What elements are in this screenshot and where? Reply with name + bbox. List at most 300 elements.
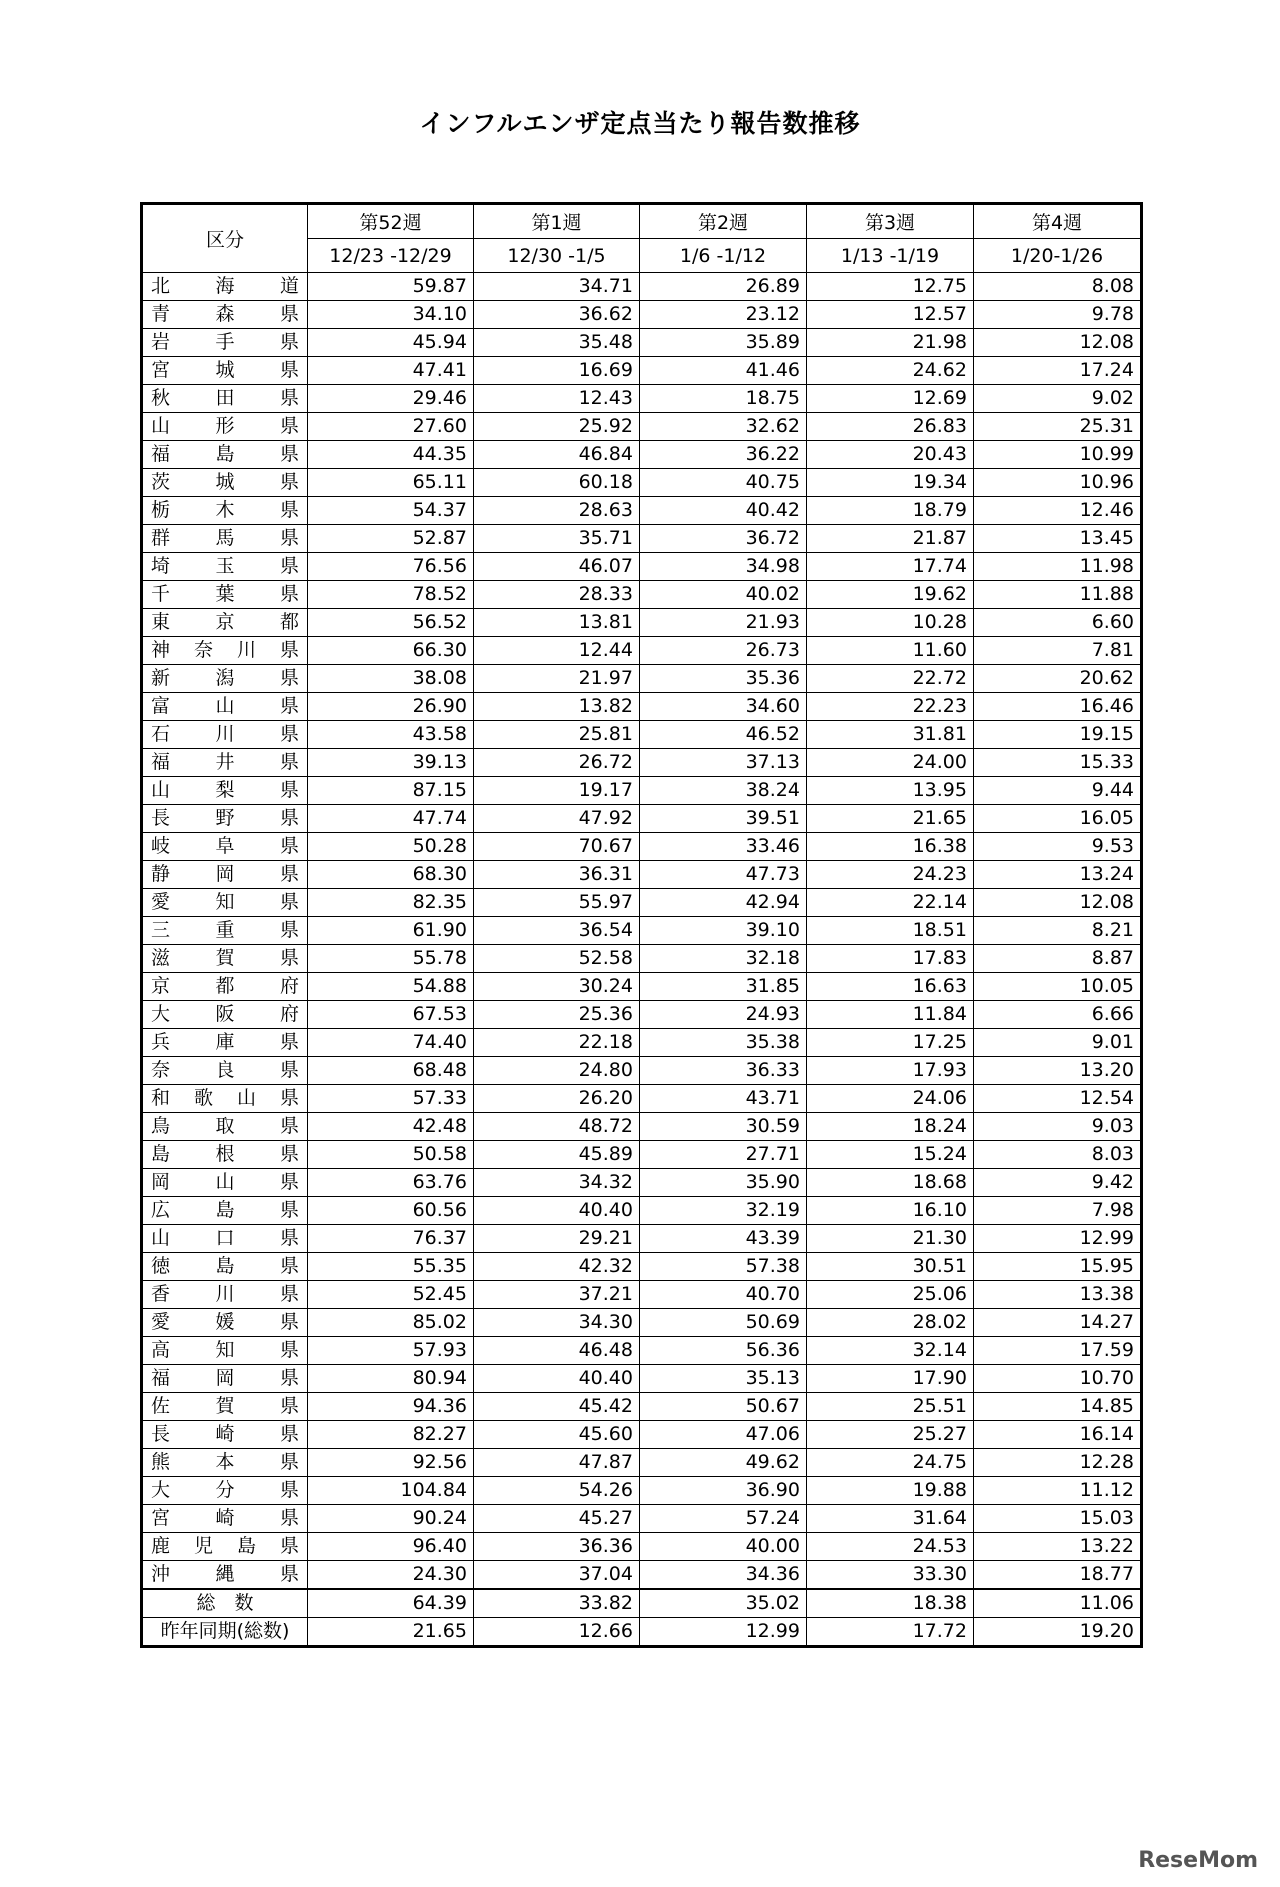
table-row: [142, 1561, 1142, 1590]
prefecture-char: 茨: [151, 471, 171, 493]
table-row: [142, 497, 1142, 525]
value-cell: 47.74: [308, 805, 474, 833]
value-cell: 36.62: [474, 301, 640, 329]
prefecture-char: 取: [215, 1115, 235, 1137]
value-cell: 11.06: [974, 1589, 1142, 1618]
prefecture-char: 県: [279, 303, 299, 325]
table-row: [142, 945, 1142, 973]
value-cell: 54.37: [308, 497, 474, 525]
prefecture-char: 潟: [215, 667, 235, 689]
prefecture-char: 香: [151, 1283, 171, 1305]
value-cell: 26.89: [640, 273, 807, 301]
prefecture-char: 県: [279, 1339, 299, 1361]
prefecture-char: 大: [151, 1003, 171, 1025]
value-cell: 45.94: [308, 329, 474, 357]
value-cell: 19.20: [974, 1618, 1142, 1647]
value-cell: 19.62: [807, 581, 974, 609]
value-cell: 13.20: [974, 1057, 1142, 1085]
prefecture-char: 島: [236, 1535, 256, 1557]
value-cell: 18.77: [974, 1561, 1142, 1590]
table-row: [142, 1029, 1142, 1057]
value-cell: 34.36: [640, 1561, 807, 1590]
table-row: [142, 805, 1142, 833]
value-cell: 19.15: [974, 721, 1142, 749]
row-label: [142, 1561, 308, 1590]
value-cell: 13.22: [974, 1533, 1142, 1561]
prefecture-char: 県: [279, 1227, 299, 1249]
prefecture-char: 東: [151, 611, 171, 633]
table-row: [142, 1253, 1142, 1281]
row-label: [142, 1477, 308, 1505]
prefecture-char: 賀: [215, 947, 235, 969]
value-cell: 9.53: [974, 833, 1142, 861]
value-cell: 35.38: [640, 1029, 807, 1057]
prefecture-name: [149, 1085, 301, 1112]
value-cell: 39.13: [308, 749, 474, 777]
table-row: [142, 1197, 1142, 1225]
value-cell: 45.60: [474, 1421, 640, 1449]
value-cell: 30.59: [640, 1113, 807, 1141]
value-cell: 40.75: [640, 469, 807, 497]
value-cell: 10.28: [807, 609, 974, 637]
prefecture-char: 県: [279, 1563, 299, 1585]
prefecture-char: 県: [279, 1451, 299, 1473]
row-label: 総 数: [142, 1589, 308, 1618]
prefecture-char: 県: [279, 891, 299, 913]
value-cell: 6.60: [974, 609, 1142, 637]
value-cell: 11.84: [807, 1001, 974, 1029]
row-label: [142, 1085, 308, 1113]
prefecture-char: 県: [279, 1199, 299, 1221]
value-cell: 104.84: [308, 1477, 474, 1505]
row-label: [142, 1309, 308, 1337]
prefecture-char: 新: [151, 667, 171, 689]
date-range-header: 12/23 -12/29: [308, 239, 474, 273]
value-cell: 18.24: [807, 1113, 974, 1141]
value-cell: 45.89: [474, 1141, 640, 1169]
value-cell: 11.60: [807, 637, 974, 665]
value-cell: 10.96: [974, 469, 1142, 497]
prefecture-char: 島: [215, 443, 235, 465]
row-label: [142, 413, 308, 441]
prefecture-char: 静: [151, 863, 171, 885]
prefecture-char: 木: [215, 499, 235, 521]
row-label: [142, 1001, 308, 1029]
value-cell: 21.97: [474, 665, 640, 693]
table-row: [142, 329, 1142, 357]
prefecture-char: 県: [279, 1283, 299, 1305]
table-row: [142, 693, 1142, 721]
table-row: [142, 1309, 1142, 1337]
prefecture-char: 山: [151, 1227, 171, 1249]
value-cell: 20.62: [974, 665, 1142, 693]
value-cell: 80.94: [308, 1365, 474, 1393]
prefecture-char: 川: [215, 723, 235, 745]
date-range-header: 1/13 -1/19: [807, 239, 974, 273]
value-cell: 15.95: [974, 1253, 1142, 1281]
prefecture-char: 阪: [215, 1003, 235, 1025]
prefecture-char: 阜: [215, 835, 235, 857]
prefecture-name: [149, 637, 301, 664]
prefecture-char: 佐: [151, 1395, 171, 1417]
prefecture-char: 奈: [151, 1059, 171, 1081]
prefecture-char: 山: [151, 415, 171, 437]
value-cell: 13.45: [974, 525, 1142, 553]
table-row: [142, 1618, 1142, 1647]
row-label: [142, 1421, 308, 1449]
value-cell: 92.56: [308, 1449, 474, 1477]
prefecture-char: 知: [215, 1339, 235, 1361]
prefecture-char: 山: [215, 695, 235, 717]
value-cell: 12.54: [974, 1085, 1142, 1113]
row-label: [142, 1169, 308, 1197]
prefecture-char: 知: [215, 891, 235, 913]
value-cell: 21.87: [807, 525, 974, 553]
value-cell: 18.38: [807, 1589, 974, 1618]
value-cell: 37.13: [640, 749, 807, 777]
prefecture-char: 県: [279, 415, 299, 437]
value-cell: 36.33: [640, 1057, 807, 1085]
value-cell: 24.93: [640, 1001, 807, 1029]
row-label: [142, 525, 308, 553]
value-cell: 32.19: [640, 1197, 807, 1225]
prefecture-name: [149, 721, 301, 748]
row-label: [142, 917, 308, 945]
value-cell: 24.80: [474, 1057, 640, 1085]
value-cell: 26.20: [474, 1085, 640, 1113]
value-cell: 19.34: [807, 469, 974, 497]
prefecture-name: [149, 1169, 301, 1196]
prefecture-char: 富: [151, 695, 171, 717]
prefecture-char: 県: [279, 443, 299, 465]
prefecture-char: 県: [279, 471, 299, 493]
value-cell: 55.78: [308, 945, 474, 973]
prefecture-char: 庫: [215, 1031, 235, 1053]
value-cell: 61.90: [308, 917, 474, 945]
influenza-report-table: [140, 202, 1143, 1648]
table-row: [142, 413, 1142, 441]
value-cell: 11.12: [974, 1477, 1142, 1505]
row-label: [142, 1253, 308, 1281]
row-label: [142, 749, 308, 777]
prefecture-char: 県: [279, 1395, 299, 1417]
value-cell: 27.71: [640, 1141, 807, 1169]
value-cell: 17.25: [807, 1029, 974, 1057]
value-cell: 94.36: [308, 1393, 474, 1421]
value-cell: 30.24: [474, 973, 640, 1001]
prefecture-char: 島: [215, 1199, 235, 1221]
prefecture-char: 岐: [151, 835, 171, 857]
value-cell: 50.67: [640, 1393, 807, 1421]
value-cell: 25.31: [974, 413, 1142, 441]
table-row: [142, 1001, 1142, 1029]
page-title: インフルエンザ定点当たり報告数推移: [419, 109, 861, 138]
value-cell: 47.87: [474, 1449, 640, 1477]
prefecture-char: 長: [151, 1423, 171, 1445]
table-row: [142, 749, 1142, 777]
table-row: [142, 469, 1142, 497]
prefecture-char: 兵: [151, 1031, 171, 1053]
value-cell: 24.75: [807, 1449, 974, 1477]
prefecture-char: 県: [279, 1311, 299, 1333]
row-label: [142, 1281, 308, 1309]
value-cell: 12.99: [640, 1618, 807, 1647]
value-cell: 47.41: [308, 357, 474, 385]
row-label: [142, 469, 308, 497]
prefecture-name: [149, 1561, 301, 1588]
prefecture-char: 滋: [151, 947, 171, 969]
value-cell: 16.14: [974, 1421, 1142, 1449]
value-cell: 47.06: [640, 1421, 807, 1449]
date-range-header: 1/6 -1/12: [640, 239, 807, 273]
value-cell: 18.75: [640, 385, 807, 413]
row-label: [142, 1393, 308, 1421]
prefecture-name: [149, 945, 301, 972]
prefecture-char: 本: [215, 1451, 235, 1473]
prefecture-char: 県: [279, 1535, 299, 1557]
prefecture-char: 道: [279, 275, 299, 297]
value-cell: 24.00: [807, 749, 974, 777]
value-cell: 17.72: [807, 1618, 974, 1647]
row-label: [142, 861, 308, 889]
value-cell: 25.36: [474, 1001, 640, 1029]
prefecture-char: 玉: [215, 555, 235, 577]
prefecture-char: 海: [215, 275, 235, 297]
prefecture-char: 賀: [215, 1395, 235, 1417]
prefecture-name: [149, 1533, 301, 1560]
value-cell: 7.98: [974, 1197, 1142, 1225]
table-row: [142, 973, 1142, 1001]
row-label: [142, 301, 308, 329]
week-header: 第2週: [640, 204, 807, 239]
value-cell: 45.27: [474, 1505, 640, 1533]
value-cell: 68.48: [308, 1057, 474, 1085]
value-cell: 42.94: [640, 889, 807, 917]
row-label: [142, 1141, 308, 1169]
prefecture-char: 奈: [193, 639, 213, 661]
value-cell: 17.90: [807, 1365, 974, 1393]
prefecture-char: 城: [215, 359, 235, 381]
value-cell: 26.73: [640, 637, 807, 665]
value-cell: 35.71: [474, 525, 640, 553]
value-cell: 45.42: [474, 1393, 640, 1421]
prefecture-name: [149, 273, 301, 300]
prefecture-name: [149, 413, 301, 440]
value-cell: 21.65: [807, 805, 974, 833]
prefecture-char: 良: [215, 1059, 235, 1081]
value-cell: 31.81: [807, 721, 974, 749]
value-cell: 13.38: [974, 1281, 1142, 1309]
table-row: [142, 637, 1142, 665]
prefecture-name: [149, 1029, 301, 1056]
row-label: [142, 497, 308, 525]
prefecture-name: [149, 917, 301, 944]
prefecture-char: 徳: [151, 1255, 171, 1277]
prefecture-char: 県: [279, 723, 299, 745]
value-cell: 57.93: [308, 1337, 474, 1365]
value-cell: 13.82: [474, 693, 640, 721]
prefecture-char: 県: [279, 947, 299, 969]
table-row: [142, 385, 1142, 413]
value-cell: 22.14: [807, 889, 974, 917]
prefecture-char: 県: [279, 387, 299, 409]
prefecture-char: 田: [215, 387, 235, 409]
week-header: 第1週: [474, 204, 640, 239]
table-row: [142, 665, 1142, 693]
prefecture-char: 県: [279, 751, 299, 773]
value-cell: 40.42: [640, 497, 807, 525]
table-row: [142, 1365, 1142, 1393]
value-cell: 21.65: [308, 1618, 474, 1647]
value-cell: 25.27: [807, 1421, 974, 1449]
value-cell: 32.18: [640, 945, 807, 973]
value-cell: 63.76: [308, 1169, 474, 1197]
prefecture-char: 県: [279, 1507, 299, 1529]
value-cell: 9.01: [974, 1029, 1142, 1057]
value-cell: 24.53: [807, 1533, 974, 1561]
value-cell: 54.88: [308, 973, 474, 1001]
prefecture-char: 県: [279, 1171, 299, 1193]
value-cell: 82.27: [308, 1421, 474, 1449]
date-range-header: 12/30 -1/5: [474, 239, 640, 273]
row-label: [142, 665, 308, 693]
row-label: [142, 1057, 308, 1085]
value-cell: 37.21: [474, 1281, 640, 1309]
prefecture-name: [149, 1421, 301, 1448]
row-label: [142, 609, 308, 637]
prefecture-char: 県: [279, 1479, 299, 1501]
prefecture-char: 川: [236, 639, 256, 661]
prefecture-char: 県: [279, 499, 299, 521]
value-cell: 30.51: [807, 1253, 974, 1281]
value-cell: 13.24: [974, 861, 1142, 889]
prefecture-char: 都: [279, 611, 299, 633]
value-cell: 24.06: [807, 1085, 974, 1113]
value-cell: 9.78: [974, 301, 1142, 329]
row-label: [142, 273, 308, 301]
prefecture-char: 岡: [151, 1171, 171, 1193]
row-label: [142, 637, 308, 665]
prefecture-char: 分: [215, 1479, 235, 1501]
value-cell: 21.98: [807, 329, 974, 357]
value-cell: 26.83: [807, 413, 974, 441]
value-cell: 78.52: [308, 581, 474, 609]
prefecture-char: 千: [151, 583, 171, 605]
value-cell: 55.35: [308, 1253, 474, 1281]
value-cell: 36.72: [640, 525, 807, 553]
value-cell: 34.60: [640, 693, 807, 721]
value-cell: 40.40: [474, 1197, 640, 1225]
prefecture-name: [149, 1001, 301, 1028]
prefecture-char: 都: [215, 975, 235, 997]
value-cell: 33.30: [807, 1561, 974, 1590]
prefecture-name: [149, 1113, 301, 1140]
value-cell: 50.28: [308, 833, 474, 861]
prefecture-name: [149, 973, 301, 1000]
value-cell: 43.39: [640, 1225, 807, 1253]
table-row: [142, 1281, 1142, 1309]
value-cell: 52.87: [308, 525, 474, 553]
table-row: [142, 525, 1142, 553]
prefecture-name: [149, 1365, 301, 1392]
value-cell: 31.85: [640, 973, 807, 1001]
value-cell: 25.06: [807, 1281, 974, 1309]
prefecture-char: 井: [215, 751, 235, 773]
week-header: 第3週: [807, 204, 974, 239]
prefecture-char: 野: [215, 807, 235, 829]
value-cell: 33.46: [640, 833, 807, 861]
value-cell: 29.46: [308, 385, 474, 413]
prefecture-char: 神: [151, 639, 171, 661]
value-cell: 8.08: [974, 273, 1142, 301]
row-label: [142, 1113, 308, 1141]
row-label: [142, 1337, 308, 1365]
prefecture-name: [149, 1253, 301, 1280]
prefecture-name: [149, 581, 301, 608]
table-row: [142, 1085, 1142, 1113]
value-cell: 18.51: [807, 917, 974, 945]
prefecture-char: 県: [279, 331, 299, 353]
prefecture-char: 縄: [215, 1563, 235, 1585]
date-range-header: 1/20-1/26: [974, 239, 1142, 273]
row-label: [142, 693, 308, 721]
value-cell: 12.43: [474, 385, 640, 413]
value-cell: 19.17: [474, 777, 640, 805]
row-label: [142, 721, 308, 749]
table-row: [142, 917, 1142, 945]
value-cell: 12.66: [474, 1618, 640, 1647]
prefecture-name: [149, 469, 301, 496]
value-cell: 67.53: [308, 1001, 474, 1029]
value-cell: 36.54: [474, 917, 640, 945]
value-cell: 43.71: [640, 1085, 807, 1113]
table-header: [142, 204, 1142, 273]
value-cell: 9.42: [974, 1169, 1142, 1197]
table-row: [142, 301, 1142, 329]
value-cell: 16.38: [807, 833, 974, 861]
row-label: [142, 581, 308, 609]
row-label: [142, 777, 308, 805]
prefecture-char: 長: [151, 807, 171, 829]
value-cell: 28.02: [807, 1309, 974, 1337]
prefecture-name: [149, 553, 301, 580]
value-cell: 35.89: [640, 329, 807, 357]
value-cell: 55.97: [474, 889, 640, 917]
table-row: [142, 861, 1142, 889]
value-cell: 57.24: [640, 1505, 807, 1533]
value-cell: 35.48: [474, 329, 640, 357]
row-label: [142, 1533, 308, 1561]
value-cell: 17.83: [807, 945, 974, 973]
prefecture-char: 愛: [151, 891, 171, 913]
value-cell: 57.38: [640, 1253, 807, 1281]
prefecture-char: 城: [215, 471, 235, 493]
prefecture-char: 馬: [215, 527, 235, 549]
prefecture-char: 福: [151, 1367, 171, 1389]
prefecture-char: 県: [279, 695, 299, 717]
prefecture-char: 崎: [215, 1423, 235, 1445]
table-row: [142, 1169, 1142, 1197]
prefecture-char: 県: [279, 1031, 299, 1053]
value-cell: 16.46: [974, 693, 1142, 721]
week-header: 第4週: [974, 204, 1142, 239]
prefecture-char: 川: [215, 1283, 235, 1305]
prefecture-char: 森: [215, 303, 235, 325]
value-cell: 52.58: [474, 945, 640, 973]
value-cell: 65.11: [308, 469, 474, 497]
value-cell: 56.36: [640, 1337, 807, 1365]
prefecture-char: 広: [151, 1199, 171, 1221]
